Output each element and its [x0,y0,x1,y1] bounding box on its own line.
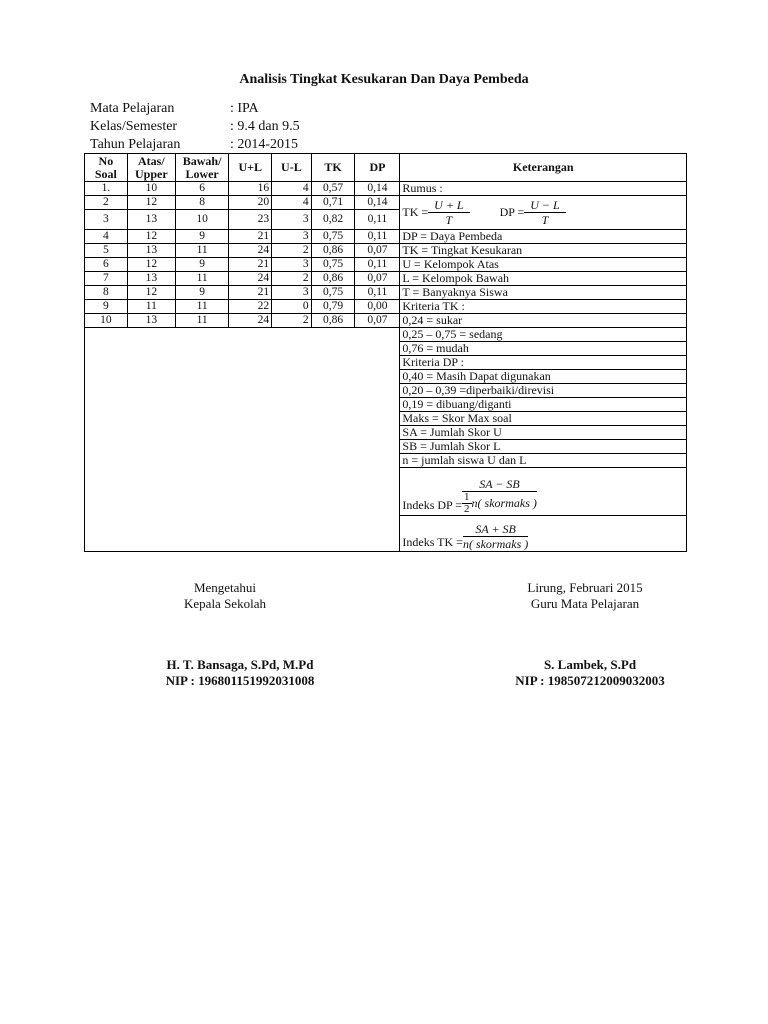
cell-tk: 0,79 [311,300,355,314]
cell-dp: 0,00 [355,300,400,314]
sig-left-line1: Mengetahui [193,580,257,595]
ket-line: Kriteria TK : [400,300,687,314]
cell-no: 6 [85,258,128,272]
cell-sum: 23 [229,210,272,230]
ket-line: Maks = Skor Max soal [400,412,687,426]
dp-formula-label: DP = [499,205,525,219]
ket-line: 0,24 = sukar [400,314,687,328]
meta-block [90,100,300,154]
index-dp-denominator: $\frac{1}{2}$ n( skormaks ) [464,490,537,515]
cell-tk: 0,71 [311,196,355,210]
cell-atas: 10 [127,182,175,196]
cell-bawah: 11 [175,272,228,286]
table-row [85,230,687,244]
cell-no: 4 [85,230,128,244]
cell-tk: 0,75 [311,286,355,300]
meta-key: Kelas/Semester [90,119,178,134]
ket-line: T = Banyaknya Siswa [400,286,687,300]
cell-dp: 0,11 [355,286,400,300]
cell-atas: 13 [127,314,175,328]
table-row [85,286,687,300]
cell-no: 8 [85,286,128,300]
meta-row-class [90,118,300,136]
cell-diff: 3 [272,258,312,272]
cell-dp: 0,11 [355,258,400,272]
meta-row-year [90,136,300,154]
signature-left-name-block [110,657,370,689]
ket-line: TK = Tingkat Kesukaran [400,244,687,258]
sig-right-nip: NIP : 198507212009032003 [515,673,665,688]
index-dp-fraction [462,477,537,515]
cell-atas: 12 [127,286,175,300]
cell-atas: 12 [127,196,175,210]
header-tk: TK [311,154,355,182]
header-ul-sum: U+L [229,154,272,182]
ket-index-tk [400,516,687,552]
cell-tk: 0,86 [311,272,355,286]
signature-right [500,580,670,612]
cell-sum: 22 [229,300,272,314]
table-row [85,300,687,314]
cell-dp: 0,14 [355,182,400,196]
cell-dp: 0,07 [355,244,400,258]
meta-key: Mata Pelajaran [90,101,175,116]
cell-bawah: 11 [175,244,228,258]
cell-diff: 3 [272,210,312,230]
cell-no: 2 [85,196,128,210]
cell-bawah: 11 [175,314,228,328]
ket-line: U = Kelompok Atas [400,258,687,272]
sig-left-name: H. T. Bansaga, S.Pd, M.Pd [166,657,314,672]
header-dp: DP [355,154,400,182]
ket-rumus: Rumus : [400,182,687,196]
cell-atas: 12 [127,230,175,244]
cell-sum: 21 [229,286,272,300]
cell-diff: 0 [272,300,312,314]
ket-index-dp [400,468,687,516]
ket-formula-tk-dp [400,196,687,230]
tk-formula-denominator: T [445,213,453,227]
analysis-table [84,153,687,552]
cell-no: 1. [85,182,128,196]
cell-atas: 13 [127,244,175,258]
cell-bawah: 11 [175,300,228,314]
header-ul-diff: U-L [272,154,312,182]
index-tk-denominator: n( skormaks ) [462,536,529,551]
cell-sum: 16 [229,182,272,196]
cell-tk: 0,86 [311,244,355,258]
table-row [85,196,687,210]
header-bawah: Bawah/ Lower [175,154,228,182]
meta-row-subject [90,100,300,118]
cell-dp: 0,11 [355,210,400,230]
cell-bawah: 9 [175,230,228,244]
cell-tk: 0,75 [311,258,355,272]
cell-no: 10 [85,314,128,328]
dp-formula-fraction [524,198,565,227]
cell-diff: 3 [272,230,312,244]
index-tk-fraction [463,522,528,551]
cell-sum: 20 [229,196,272,210]
cell-atas: 12 [127,258,175,272]
dp-formula-numerator: U − L [524,198,565,213]
tk-formula-fraction [428,198,469,227]
table-header-row [85,154,687,182]
cell-sum: 24 [229,244,272,258]
cell-dp: 0,11 [355,230,400,244]
cell-sum: 24 [229,272,272,286]
index-dp-label: Indeks DP = [402,497,463,512]
cell-sum: 21 [229,258,272,272]
header-no: No Soal [85,154,128,182]
blank-area [85,328,400,552]
cell-atas: 11 [127,300,175,314]
cell-bawah: 6 [175,182,228,196]
meta-key: Tahun Pelajaran [90,137,181,152]
cell-atas: 13 [127,210,175,230]
cell-tk: 0,57 [311,182,355,196]
table-row [85,328,687,342]
cell-tk: 0,86 [311,314,355,328]
ket-line: n = jumlah siswa U dan L [400,454,687,468]
ket-line: 0,40 = Masih Dapat digunakan [400,370,687,384]
cell-bawah: 9 [175,258,228,272]
sig-right-line2: Guru Mata Pelajaran [530,596,640,611]
ket-line: 0,25 – 0,75 = sedang [400,328,687,342]
document-title: Analisis Tingkat Kesukaran Dan Daya Pembeda [239,72,529,87]
signature-left [150,580,300,612]
cell-tk: 0,82 [311,210,355,230]
index-tk-numerator: SA + SB [463,522,528,537]
ket-line: DP = Daya Pembeda [400,230,687,244]
cell-no: 5 [85,244,128,258]
cell-diff: 2 [272,272,312,286]
cell-atas: 13 [127,272,175,286]
cell-no: 7 [85,272,128,286]
table-row [85,258,687,272]
cell-bawah: 8 [175,196,228,210]
cell-bawah: 10 [175,210,228,230]
cell-sum: 24 [229,314,272,328]
cell-no: 9 [85,300,128,314]
cell-dp: 0,14 [355,196,400,210]
cell-dp: 0,07 [355,314,400,328]
ket-line: Kriteria DP : [400,356,687,370]
cell-no: 3 [85,210,128,230]
ket-line: 0,19 = dibuang/diganti [400,398,687,412]
tk-formula-label: TK = [402,205,429,219]
meta-value: : IPA [230,101,259,116]
index-dp-numerator: SA − SB [462,477,537,492]
ket-line: 0,76 = mudah [400,342,687,356]
tk-formula-numerator: U + L [428,198,469,213]
table-row [85,244,687,258]
cell-tk: 0,75 [311,230,355,244]
signature-right-name-block [480,657,700,689]
table-row [85,182,687,196]
cell-diff: 2 [272,244,312,258]
meta-value: : 9.4 dan 9.5 [230,119,300,134]
sig-right-name: S. Lambek, S.Pd [543,657,637,672]
cell-diff: 3 [272,286,312,300]
ket-line: 0,20 – 0,39 =diperbaiki/direvisi [400,384,687,398]
header-atas: Atas/ Upper [127,154,175,182]
header-keterangan: Keterangan [400,154,687,182]
table-row [85,314,687,328]
sig-left-nip: NIP : 196801151992031008 [165,673,315,688]
ket-line: L = Kelompok Bawah [400,272,687,286]
sig-right-line1: Lirung, Februari 2015 [527,580,643,595]
sig-left-line2: Kepala Sekolah [184,596,266,611]
cell-diff: 4 [272,196,312,210]
cell-bawah: 9 [175,286,228,300]
index-tk-label: Indeks TK = [402,534,463,549]
half-fraction: $\frac{1}{2}$ [464,490,470,515]
cell-diff: 4 [272,182,312,196]
ket-line: SA = Jumlah Skor U [400,426,687,440]
cell-diff: 2 [272,314,312,328]
table-row [85,272,687,286]
ket-line: SB = Jumlah Skor L [400,440,687,454]
dp-formula-denominator: T [541,213,549,227]
meta-value: : 2014-2015 [230,137,299,152]
cell-sum: 21 [229,230,272,244]
cell-dp: 0,07 [355,272,400,286]
